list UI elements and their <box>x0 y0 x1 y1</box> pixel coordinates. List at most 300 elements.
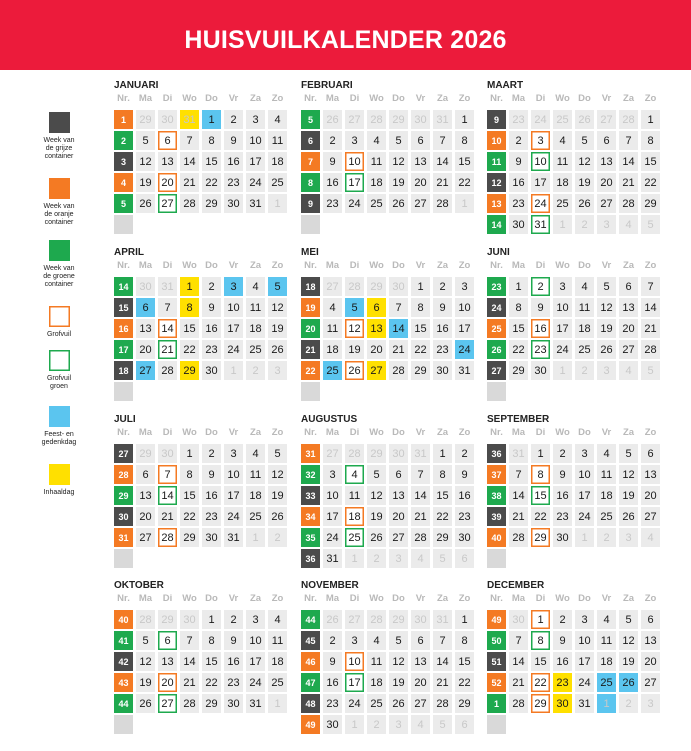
day-cell: 6 <box>136 465 155 484</box>
day-cell: 1 <box>455 194 474 213</box>
day-cell: 21 <box>180 173 199 192</box>
day-cell: 15 <box>641 152 660 171</box>
day-cell: 23 <box>224 673 243 692</box>
day-cell: 2 <box>224 610 243 629</box>
day-cell: 10 <box>455 298 474 317</box>
legend-label: Week van de groene container <box>43 265 75 288</box>
day-cell: 8 <box>509 298 528 317</box>
day-cell: 31 <box>246 194 265 213</box>
day-cell: 31 <box>180 110 199 129</box>
legend-swatch <box>49 112 70 133</box>
day-cell: 16 <box>509 173 528 192</box>
day-header: Do <box>392 93 405 104</box>
day-header: Wo <box>555 593 570 604</box>
day-header: Zo <box>458 427 471 438</box>
day-cell: 26 <box>136 194 155 213</box>
day-cell: 10 <box>224 465 243 484</box>
week-number: 3 <box>114 152 133 171</box>
day-header: Vr <box>228 260 239 271</box>
day-cell: 24 <box>224 340 243 359</box>
day-cell: 2 <box>597 528 616 547</box>
week-number: 1 <box>487 694 506 713</box>
day-cell: 28 <box>158 361 177 380</box>
day-cell: 5 <box>641 361 660 380</box>
day-cell: 8 <box>531 465 550 484</box>
page-title: HUISVUILKALENDER 2026 <box>184 25 507 54</box>
day-cell: 9 <box>455 465 474 484</box>
empty-week-cell <box>114 382 133 401</box>
day-cell: 1 <box>345 549 364 568</box>
day-cell: 18 <box>597 486 616 505</box>
day-cell: 16 <box>553 652 572 671</box>
day-cell: 11 <box>268 131 287 150</box>
day-cell: 30 <box>224 194 243 213</box>
day-cell: 17 <box>531 173 550 192</box>
day-header: Ma <box>511 93 526 104</box>
day-cell: 2 <box>323 131 342 150</box>
week-number: 20 <box>301 319 320 338</box>
day-cell: 4 <box>268 110 287 129</box>
day-cell: 30 <box>136 277 155 296</box>
day-header: Do <box>205 93 218 104</box>
day-header: Do <box>392 593 405 604</box>
day-cell: 7 <box>180 131 199 150</box>
day-cell: 12 <box>268 298 287 317</box>
week-number: 18 <box>114 361 133 380</box>
day-cell: 24 <box>553 340 572 359</box>
day-cell: 3 <box>345 631 364 650</box>
day-cell: 3 <box>553 277 572 296</box>
day-cell: 26 <box>268 507 287 526</box>
day-header: Vr <box>415 93 426 104</box>
day-cell: 12 <box>136 152 155 171</box>
day-cell: 21 <box>433 673 452 692</box>
day-header: Nr. <box>304 93 317 104</box>
day-cell: 27 <box>411 694 430 713</box>
week-number: 28 <box>114 465 133 484</box>
day-header: Nr. <box>490 593 503 604</box>
day-cell: 26 <box>323 110 342 129</box>
day-cell: 17 <box>246 152 265 171</box>
day-cell: 15 <box>531 652 550 671</box>
legend-item-feest <box>26 406 92 447</box>
day-cell: 15 <box>202 152 221 171</box>
day-cell: 27 <box>641 673 660 692</box>
day-cell: 4 <box>597 610 616 629</box>
week-number: 16 <box>114 319 133 338</box>
day-cell: 13 <box>411 152 430 171</box>
day-cell: 11 <box>345 486 364 505</box>
week-number: 31 <box>114 528 133 547</box>
day-header: Do <box>205 593 218 604</box>
day-cell: 14 <box>389 319 408 338</box>
day-cell: 23 <box>433 340 452 359</box>
day-cell: 27 <box>597 110 616 129</box>
day-cell: 30 <box>531 361 550 380</box>
day-cell: 14 <box>509 486 528 505</box>
day-cell: 20 <box>136 507 155 526</box>
day-cell: 7 <box>411 465 430 484</box>
day-header: Zo <box>644 427 657 438</box>
day-cell: 3 <box>597 361 616 380</box>
day-cell: 24 <box>345 194 364 213</box>
legend-swatch <box>49 178 70 199</box>
day-cell: 11 <box>367 152 386 171</box>
day-cell: 29 <box>158 610 177 629</box>
day-cell: 1 <box>180 277 199 296</box>
day-header: Ma <box>325 427 340 438</box>
day-cell: 20 <box>619 319 638 338</box>
day-cell: 27 <box>158 194 177 213</box>
week-number: 23 <box>487 277 506 296</box>
legend-label: Week van de grijze container <box>43 137 75 160</box>
day-header: Do <box>578 427 591 438</box>
day-cell: 26 <box>575 194 594 213</box>
day-cell: 8 <box>433 465 452 484</box>
day-cell: 26 <box>597 340 616 359</box>
day-cell: 29 <box>202 694 221 713</box>
day-header: Zo <box>271 93 284 104</box>
day-cell: 17 <box>575 486 594 505</box>
day-cell: 6 <box>158 631 177 650</box>
day-cell: 4 <box>323 298 342 317</box>
day-cell: 1 <box>268 194 287 213</box>
day-header: Wo <box>182 427 197 438</box>
week-number: 10 <box>487 131 506 150</box>
legend-swatch <box>49 306 70 327</box>
day-cell: 15 <box>531 486 550 505</box>
day-cell: 10 <box>531 152 550 171</box>
day-cell: 11 <box>323 319 342 338</box>
day-header: Za <box>249 593 262 604</box>
day-header: Wo <box>369 93 384 104</box>
day-cell: 29 <box>180 528 199 547</box>
week-number: 32 <box>301 465 320 484</box>
month-title: MEI <box>301 247 319 258</box>
day-cell: 19 <box>268 319 287 338</box>
day-cell: 16 <box>455 486 474 505</box>
day-header: Vr <box>415 593 426 604</box>
week-number: 45 <box>301 631 320 650</box>
day-cell: 30 <box>411 110 430 129</box>
day-cell: 27 <box>323 277 342 296</box>
day-header: Za <box>622 260 635 271</box>
day-cell: 20 <box>411 673 430 692</box>
day-cell: 4 <box>619 215 638 234</box>
week-number: 6 <box>301 131 320 150</box>
day-cell: 25 <box>246 340 265 359</box>
day-cell: 22 <box>180 340 199 359</box>
header-banner <box>0 0 691 70</box>
day-cell: 8 <box>641 131 660 150</box>
day-cell: 25 <box>367 694 386 713</box>
day-cell: 14 <box>433 152 452 171</box>
day-cell: 5 <box>433 549 452 568</box>
day-cell: 6 <box>136 298 155 317</box>
day-cell: 25 <box>597 673 616 692</box>
day-header: Vr <box>601 427 612 438</box>
day-cell: 28 <box>509 694 528 713</box>
day-cell: 27 <box>389 528 408 547</box>
day-header: Zo <box>458 260 471 271</box>
day-header: Wo <box>182 93 197 104</box>
day-header: Di <box>535 93 546 104</box>
day-cell: 14 <box>158 486 177 505</box>
day-cell: 14 <box>641 298 660 317</box>
day-cell: 2 <box>619 694 638 713</box>
week-number: 49 <box>487 610 506 629</box>
day-header: Nr. <box>117 260 130 271</box>
day-cell: 19 <box>597 319 616 338</box>
week-number: 26 <box>487 340 506 359</box>
day-cell: 3 <box>575 610 594 629</box>
day-header: Vr <box>228 593 239 604</box>
day-cell: 28 <box>641 340 660 359</box>
day-cell: 5 <box>389 631 408 650</box>
day-cell: 18 <box>345 507 364 526</box>
day-cell: 12 <box>345 319 364 338</box>
day-cell: 1 <box>246 528 265 547</box>
day-header: Wo <box>369 260 384 271</box>
day-cell: 27 <box>136 361 155 380</box>
day-cell: 19 <box>367 507 386 526</box>
day-cell: 13 <box>136 319 155 338</box>
day-cell: 8 <box>411 298 430 317</box>
day-cell: 12 <box>389 652 408 671</box>
day-cell: 4 <box>575 277 594 296</box>
day-cell: 5 <box>136 131 155 150</box>
day-cell: 22 <box>433 507 452 526</box>
day-cell: 20 <box>641 652 660 671</box>
week-number: 31 <box>301 444 320 463</box>
day-cell: 7 <box>641 277 660 296</box>
day-header: Nr. <box>490 93 503 104</box>
day-cell: 10 <box>224 298 243 317</box>
legend-item-grof-o <box>26 306 92 339</box>
day-cell: 4 <box>619 361 638 380</box>
day-cell: 14 <box>433 652 452 671</box>
day-cell: 7 <box>433 131 452 150</box>
day-cell: 2 <box>268 528 287 547</box>
day-cell: 30 <box>323 715 342 734</box>
day-cell: 3 <box>619 528 638 547</box>
day-cell: 25 <box>367 194 386 213</box>
day-cell: 5 <box>345 298 364 317</box>
day-cell: 1 <box>268 694 287 713</box>
day-cell: 1 <box>531 610 550 629</box>
day-cell: 29 <box>136 110 155 129</box>
day-cell: 1 <box>433 444 452 463</box>
day-cell: 9 <box>433 298 452 317</box>
day-cell: 2 <box>531 277 550 296</box>
day-cell: 6 <box>158 131 177 150</box>
day-cell: 2 <box>575 361 594 380</box>
day-header: Di <box>535 260 546 271</box>
day-cell: 16 <box>433 319 452 338</box>
day-cell: 27 <box>158 694 177 713</box>
day-cell: 7 <box>509 465 528 484</box>
day-cell: 30 <box>202 528 221 547</box>
day-cell: 19 <box>345 340 364 359</box>
day-cell: 11 <box>367 652 386 671</box>
week-number: 15 <box>114 298 133 317</box>
day-cell: 13 <box>158 652 177 671</box>
day-cell: 19 <box>136 173 155 192</box>
day-cell: 19 <box>389 673 408 692</box>
week-number: 34 <box>301 507 320 526</box>
day-cell: 20 <box>411 173 430 192</box>
day-cell: 27 <box>597 194 616 213</box>
day-cell: 25 <box>268 173 287 192</box>
day-cell: 12 <box>575 152 594 171</box>
day-cell: 4 <box>411 715 430 734</box>
day-cell: 13 <box>641 465 660 484</box>
day-cell: 4 <box>268 610 287 629</box>
day-cell: 13 <box>136 486 155 505</box>
day-cell: 9 <box>224 631 243 650</box>
day-cell: 1 <box>180 444 199 463</box>
day-cell: 30 <box>389 277 408 296</box>
day-cell: 17 <box>455 319 474 338</box>
day-cell: 2 <box>455 444 474 463</box>
month-title: JULI <box>114 414 136 425</box>
legend-item-w-green <box>26 240 92 289</box>
day-header: Vr <box>415 260 426 271</box>
day-cell: 2 <box>509 131 528 150</box>
day-cell: 6 <box>389 465 408 484</box>
day-cell: 5 <box>597 277 616 296</box>
day-header: Za <box>249 93 262 104</box>
day-header: Do <box>205 260 218 271</box>
day-cell: 29 <box>641 194 660 213</box>
week-number: 4 <box>114 173 133 192</box>
day-header: Di <box>162 593 173 604</box>
week-number: 41 <box>114 631 133 650</box>
day-cell: 19 <box>268 486 287 505</box>
day-cell: 23 <box>553 673 572 692</box>
day-cell: 16 <box>531 319 550 338</box>
day-cell: 23 <box>509 194 528 213</box>
day-cell: 25 <box>246 507 265 526</box>
day-cell: 29 <box>455 694 474 713</box>
day-cell: 27 <box>619 340 638 359</box>
day-cell: 25 <box>597 507 616 526</box>
day-header: Wo <box>555 260 570 271</box>
legend-item-grof-g <box>26 350 92 391</box>
day-cell: 5 <box>641 215 660 234</box>
day-header: Ma <box>138 427 153 438</box>
day-header: Zo <box>644 260 657 271</box>
day-cell: 19 <box>389 173 408 192</box>
day-cell: 26 <box>345 361 364 380</box>
day-header: Zo <box>458 593 471 604</box>
day-cell: 3 <box>531 131 550 150</box>
day-header: Nr. <box>117 593 130 604</box>
day-cell: 18 <box>268 652 287 671</box>
day-header: Ma <box>138 93 153 104</box>
day-cell: 22 <box>202 673 221 692</box>
day-header: Do <box>578 260 591 271</box>
day-cell: 2 <box>553 444 572 463</box>
day-cell: 25 <box>268 673 287 692</box>
day-cell: 1 <box>455 610 474 629</box>
day-cell: 12 <box>367 486 386 505</box>
day-cell: 17 <box>345 173 364 192</box>
day-cell: 27 <box>411 194 430 213</box>
day-cell: 30 <box>509 610 528 629</box>
day-cell: 28 <box>180 694 199 713</box>
day-header: Do <box>205 427 218 438</box>
week-number: 38 <box>487 486 506 505</box>
day-cell: 3 <box>389 715 408 734</box>
day-cell: 29 <box>411 361 430 380</box>
day-header: Do <box>578 93 591 104</box>
day-cell: 4 <box>345 465 364 484</box>
day-cell: 17 <box>224 486 243 505</box>
week-number: 50 <box>487 631 506 650</box>
day-cell: 4 <box>246 277 265 296</box>
week-number: 18 <box>301 277 320 296</box>
day-cell: 14 <box>509 652 528 671</box>
day-cell: 20 <box>367 340 386 359</box>
day-header: Za <box>622 427 635 438</box>
day-header: Do <box>578 593 591 604</box>
day-cell: 23 <box>202 507 221 526</box>
day-cell: 23 <box>553 507 572 526</box>
day-cell: 28 <box>180 194 199 213</box>
day-cell: 17 <box>553 319 572 338</box>
day-cell: 27 <box>323 444 342 463</box>
week-number: 8 <box>301 173 320 192</box>
day-cell: 29 <box>180 361 199 380</box>
week-number: 30 <box>114 507 133 526</box>
day-cell: 2 <box>367 549 386 568</box>
day-cell: 31 <box>224 528 243 547</box>
empty-week-cell <box>301 382 320 401</box>
day-cell: 25 <box>345 528 364 547</box>
day-cell: 24 <box>575 507 594 526</box>
day-cell: 9 <box>323 152 342 171</box>
day-header: Ma <box>511 260 526 271</box>
day-cell: 29 <box>531 694 550 713</box>
day-cell: 29 <box>389 110 408 129</box>
day-header: Wo <box>369 427 384 438</box>
day-cell: 4 <box>597 444 616 463</box>
day-header: Zo <box>271 260 284 271</box>
day-cell: 28 <box>433 194 452 213</box>
month-title: SEPTEMBER <box>487 414 550 425</box>
day-cell: 21 <box>411 507 430 526</box>
week-number: 35 <box>301 528 320 547</box>
day-header: Za <box>249 427 262 438</box>
day-cell: 9 <box>202 298 221 317</box>
day-cell: 21 <box>641 319 660 338</box>
day-cell: 29 <box>367 444 386 463</box>
day-cell: 24 <box>246 173 265 192</box>
day-cell: 28 <box>345 277 364 296</box>
day-cell: 28 <box>136 610 155 629</box>
week-number: 27 <box>487 361 506 380</box>
day-cell: 8 <box>180 298 199 317</box>
day-cell: 3 <box>224 444 243 463</box>
day-cell: 2 <box>553 610 572 629</box>
day-cell: 10 <box>575 631 594 650</box>
day-cell: 8 <box>531 631 550 650</box>
day-cell: 14 <box>411 486 430 505</box>
week-number: 52 <box>487 673 506 692</box>
day-cell: 23 <box>323 194 342 213</box>
day-header: Zo <box>458 93 471 104</box>
